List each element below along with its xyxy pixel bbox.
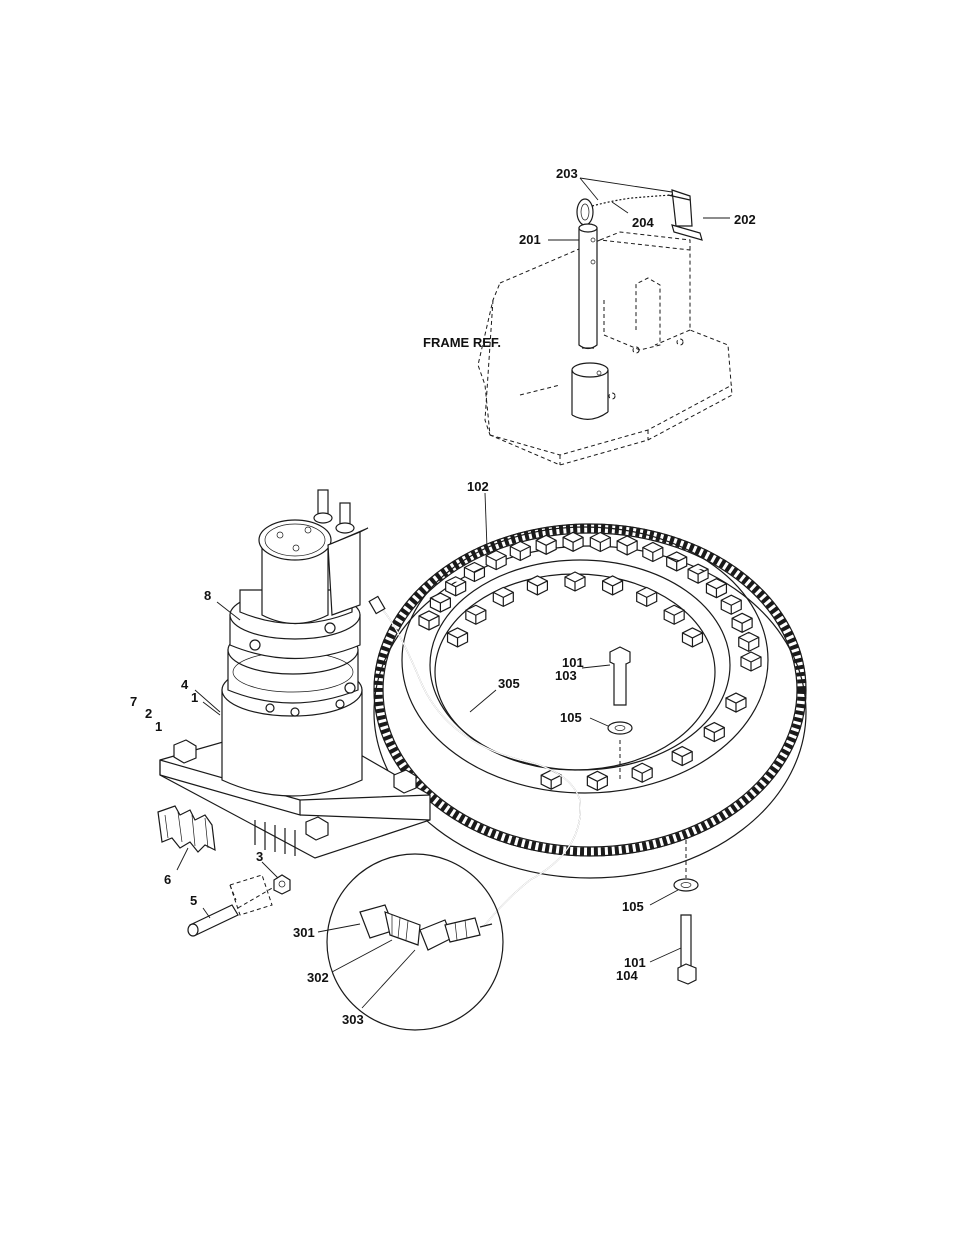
- callout-305: 305: [498, 676, 520, 691]
- callout-2: 2: [145, 706, 153, 721]
- ring-bolt: [493, 587, 513, 606]
- ring-bolt: [637, 587, 657, 606]
- bolt-103-washer-105: [608, 647, 632, 780]
- shims-6: [158, 806, 215, 852]
- ring-bolt: [466, 605, 486, 624]
- ring-bolt: [667, 552, 687, 571]
- ring-bolt: [706, 579, 726, 598]
- callout-101-lower: 101: [624, 955, 646, 970]
- ring-bolt: [464, 562, 484, 581]
- ring-bolts: [419, 532, 761, 790]
- callout-101-upper: 101: [562, 655, 584, 670]
- ring-bolt: [510, 541, 530, 560]
- pin-5-nut-3: [188, 875, 290, 936]
- ring-bolt: [603, 576, 623, 595]
- ring-bolt: [617, 536, 637, 555]
- ring-bolt: [688, 564, 708, 583]
- callout-6: 6: [164, 872, 172, 887]
- callout-201: 201: [519, 232, 541, 247]
- sensor-detail-circle: [327, 854, 503, 1030]
- callout-3: 3: [256, 849, 264, 864]
- top-leaders: [548, 178, 730, 240]
- ring-bolt: [527, 576, 547, 595]
- callout-4: 4: [181, 677, 189, 692]
- ring-bolt: [739, 632, 759, 651]
- callout-7: 7: [130, 694, 138, 709]
- bolt-104-washer-105: [674, 840, 698, 984]
- callout-104: 104: [616, 968, 638, 983]
- ring-bolt: [486, 551, 506, 570]
- callout-102: 102: [467, 479, 489, 494]
- drive-gearbox-assembly: [160, 490, 430, 858]
- ring-bolt: [446, 577, 466, 596]
- ring-bolt: [721, 595, 741, 614]
- callout-1-upper: 1: [191, 690, 199, 705]
- ring-bolt: [587, 771, 607, 790]
- ring-bolt: [704, 723, 724, 742]
- frame-ref-label: FRAME REF.: [423, 335, 501, 350]
- callout-8: 8: [204, 588, 212, 603]
- ring-bolt: [672, 747, 692, 766]
- callout-204: 204: [632, 215, 654, 230]
- ring-bolt: [565, 572, 585, 591]
- callout-1-lower: 1: [155, 719, 163, 734]
- ring-bolt: [682, 628, 702, 647]
- callout-303: 303: [342, 1012, 364, 1027]
- ring-bolt: [643, 542, 663, 561]
- ring-bolt: [741, 652, 761, 671]
- ring-bolt: [541, 770, 561, 789]
- ring-bolt: [590, 533, 610, 552]
- callout-103: 103: [555, 668, 577, 683]
- ring-bolt: [536, 535, 556, 554]
- ring-bolt: [419, 611, 439, 630]
- ring-bolt: [726, 693, 746, 712]
- ring-bolt: [448, 628, 468, 647]
- ring-bolt: [430, 593, 450, 612]
- frame-reference-detail: [478, 232, 732, 465]
- callout-301: 301: [293, 925, 315, 940]
- callout-5: 5: [190, 893, 198, 908]
- ring-bolt: [632, 763, 652, 782]
- ring-bolt: [732, 613, 752, 632]
- callout-203: 203: [556, 166, 578, 181]
- callout-105-lower: 105: [622, 899, 644, 914]
- callout-202: 202: [734, 212, 756, 227]
- callout-105-upper: 105: [560, 710, 582, 725]
- ring-bolt: [664, 605, 684, 624]
- ring-bolt: [563, 532, 583, 551]
- pin-assembly: [577, 190, 702, 349]
- callout-302: 302: [307, 970, 329, 985]
